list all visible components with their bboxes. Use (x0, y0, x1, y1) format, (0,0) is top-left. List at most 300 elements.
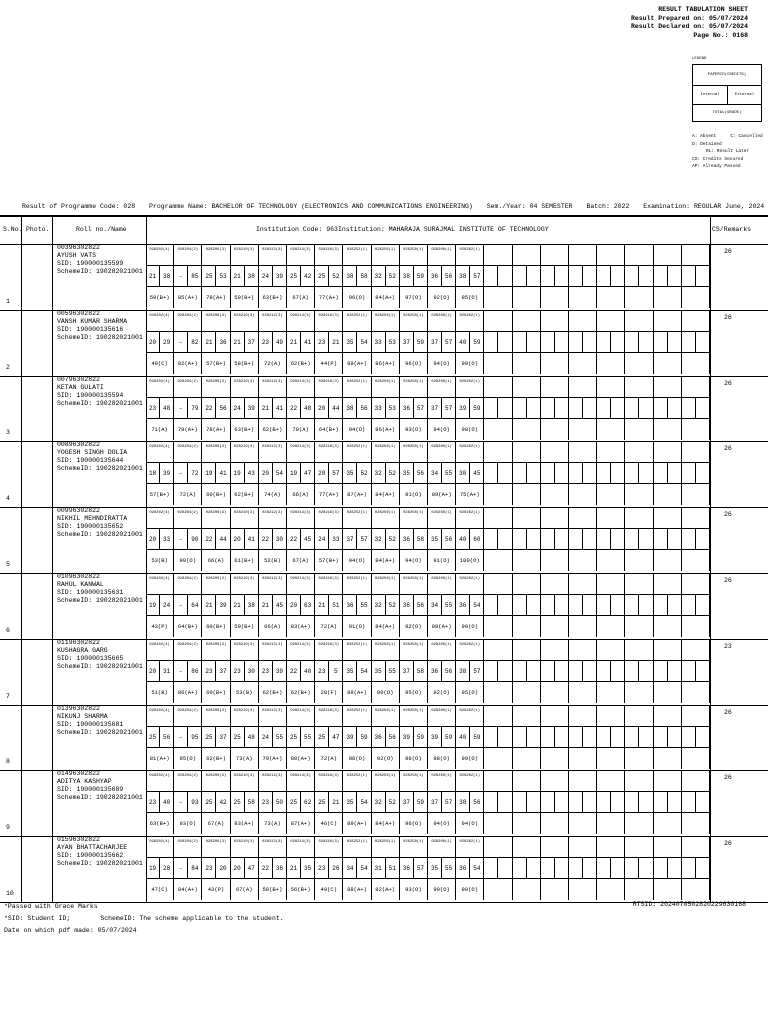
mark-cell (640, 529, 654, 550)
mark-cell: 25 (202, 792, 216, 813)
grade-cell: 90(O) (428, 879, 456, 900)
mark-cell: 62 (301, 792, 315, 813)
mark-cell (569, 266, 583, 287)
mark-cell (583, 332, 597, 353)
credits-secured: 26 (724, 577, 732, 584)
grade-cell: 67(A) (202, 813, 230, 834)
sheet-header (631, 6, 748, 40)
grade-cell: 74(A) (259, 484, 287, 505)
grade-cell (654, 879, 682, 900)
mark-cell: 32 (372, 266, 386, 287)
grade-cell (513, 682, 541, 703)
paper-code-cell: 028216(3) (315, 244, 343, 265)
mark-cell: 36 (400, 858, 414, 879)
paper-code-cell: 028206(3) (202, 376, 230, 397)
header-photo: Photo. (26, 226, 50, 233)
mark-cell: 72 (188, 463, 202, 484)
paper-code-cell: 028258(1) (400, 639, 428, 660)
paper-code-cell (625, 376, 653, 397)
mark-cell: 57 (442, 332, 456, 353)
mark-cell (611, 463, 625, 484)
paper-code-cell (513, 836, 541, 857)
mark-cell (513, 858, 527, 879)
paper-code-cell: 028256(1) (372, 836, 400, 857)
grade-cell (654, 287, 682, 308)
grade-cell (625, 748, 653, 769)
mark-cell: 58 (414, 529, 428, 550)
paper-code-cell (541, 770, 569, 791)
programme-name: Programme Name: BACHELOR OF TECHNOLOGY (ELECTRONICS AND COMMUNICATIONS ENGINEERING) (149, 203, 473, 210)
mark-cell: 20 (287, 595, 301, 616)
student-scheme: SchemeID: 190282021001 (57, 597, 143, 604)
grade-cell: 97(O) (400, 287, 428, 308)
serial-number: 5 (6, 560, 10, 568)
mark-cell: 35 (400, 463, 414, 484)
mark-cell: 48 (160, 398, 174, 419)
grade-cell: 77(A+) (315, 484, 343, 505)
mark-cell: 23 (315, 858, 329, 879)
paper-code-row (146, 310, 710, 331)
mark-cell: 21 (231, 595, 245, 616)
mark-cell: 21 (202, 332, 216, 353)
grade-cell (513, 484, 541, 505)
grade-cell: 57(B+) (315, 550, 343, 571)
credits-secured: 26 (724, 379, 732, 387)
mark-cell (583, 661, 597, 682)
grades-row (146, 878, 710, 900)
paper-code-cell (569, 573, 597, 594)
grade-cell: 28(F) (315, 682, 343, 703)
mark-cell: 20 (315, 398, 329, 419)
grade-cell: 61(B+) (231, 550, 259, 571)
mark-cell (597, 266, 611, 287)
mark-cell: 36 (400, 529, 414, 550)
mark-cell (654, 266, 668, 287)
grade-cell: 80(A+) (287, 748, 315, 769)
mark-cell: 38 (343, 398, 357, 419)
grade-cell: 66(A) (259, 616, 287, 637)
student-name: NIKUNJ SHARMA (57, 712, 108, 720)
mark-cell (611, 595, 625, 616)
mark-cell: 20 (259, 463, 273, 484)
grade-cell: 59(B+) (146, 287, 174, 308)
mark-cell (696, 266, 710, 287)
mark-cell: 20 (146, 661, 160, 682)
mark-cell (625, 398, 639, 419)
grade-cell: 51(B) (146, 682, 174, 703)
paper-code-row (146, 705, 710, 726)
mark-cell: 55 (273, 727, 287, 748)
grades-row (146, 286, 710, 308)
sid-note: *SID: Student ID; (4, 915, 71, 922)
credits-secured: 26 (724, 248, 732, 255)
student-sid: SID: 190000135644 (57, 457, 124, 465)
rtsid: RTSID: 2024070502820229630168 (632, 901, 746, 908)
paper-code-cell: 028206(3) (202, 507, 230, 528)
mark-cell: 20 (315, 463, 329, 484)
mark-cell: 38 (456, 661, 470, 682)
serial-number: 7 (6, 692, 10, 700)
mark-cell (555, 529, 569, 550)
mark-cell: 25 (315, 727, 329, 748)
sheet-title: RESULT TABULATION SHEET (658, 6, 748, 13)
student-roll: 01196302822 (57, 638, 100, 646)
mark-cell: 30 (456, 463, 470, 484)
mark-cell: 54 (358, 858, 372, 879)
footer (4, 901, 284, 937)
paper-code-cell (597, 310, 625, 331)
student-name: KETAN GULATI (57, 383, 104, 391)
paper-code-cell (484, 639, 512, 660)
mark-cell (625, 595, 639, 616)
mark-cell: 59 (414, 727, 428, 748)
mark-cell: 24 (160, 595, 174, 616)
credits-secured: 26 (724, 313, 732, 321)
paper-code-cell (484, 507, 512, 528)
grade-cell (597, 616, 625, 637)
grade-cell: 44(P) (315, 353, 343, 374)
grade-cell: 85(A+) (174, 287, 202, 308)
paper-code-row (146, 441, 710, 462)
mark-cell (668, 595, 682, 616)
paper-code-cell: 028206(3) (202, 705, 230, 726)
mark-cell (654, 332, 668, 353)
mark-cell: 24 (315, 529, 329, 550)
paper-code-cell (625, 836, 653, 857)
grade-cell (541, 813, 569, 834)
grade-cell: 62(B+) (287, 682, 315, 703)
student-sid: SID: 190000135662 (57, 852, 124, 860)
mark-cell (696, 398, 710, 419)
mark-cell: 38 (343, 266, 357, 287)
paper-code-row (146, 836, 710, 857)
credits-secured: 23 (724, 642, 732, 650)
mark-cell (484, 858, 498, 879)
grade-cell: 94(O) (343, 550, 371, 571)
grade-cell: 83(A+) (287, 616, 315, 637)
paper-code-cell: 028252(1) (343, 770, 371, 791)
mark-cell (625, 332, 639, 353)
grades-row (146, 418, 710, 440)
mark-cell: 37 (245, 332, 259, 353)
grade-cell (654, 550, 682, 571)
mark-cell: 37 (428, 398, 442, 419)
legend-title: LEGEND (692, 57, 707, 61)
grade-cell (597, 484, 625, 505)
paper-code-cell (541, 507, 569, 528)
mark-cell: 32 (372, 595, 386, 616)
mark-cell: 32 (372, 463, 386, 484)
grade-cell (682, 616, 710, 637)
paper-code-cell: 028252(1) (343, 310, 371, 331)
mark-cell: 42 (301, 266, 315, 287)
grade-cell (654, 419, 682, 440)
batch: Batch: 2022 (586, 203, 630, 210)
mark-cell (682, 792, 696, 813)
grade-cell: 79(A+) (174, 419, 202, 440)
mark-cell (484, 792, 498, 813)
table-header-row (0, 217, 768, 245)
mark-cell (625, 529, 639, 550)
grade-cell: 95(O) (456, 682, 484, 703)
mark-cell: 38 (245, 595, 259, 616)
mark-cell (696, 529, 710, 550)
mark-cell: 56 (358, 398, 372, 419)
paper-code-cell: 028202(4) (146, 441, 174, 462)
mark-cell: 55 (301, 727, 315, 748)
mark-cell: 23 (146, 398, 160, 419)
paper-code-cell (654, 705, 682, 726)
paper-code-cell (654, 376, 682, 397)
student-info (57, 441, 143, 473)
grade-cell (625, 550, 653, 571)
paper-code-cell: 028202(4) (146, 770, 174, 791)
grade-cell: 90(O) (174, 550, 202, 571)
mark-cell (513, 661, 527, 682)
student-sid: SID: 190000135652 (57, 523, 124, 531)
mark-cell: 52 (386, 792, 400, 813)
paper-code-cell: 028216(3) (315, 836, 343, 857)
mark-cell (513, 332, 527, 353)
mark-cell: 21 (315, 595, 329, 616)
paper-code-cell (682, 507, 710, 528)
mark-cell (682, 529, 696, 550)
result-table (0, 215, 768, 903)
mark-cell: 36 (428, 661, 442, 682)
grade-cell: 58(B+) (259, 879, 287, 900)
grade-cell: 72(A) (174, 484, 202, 505)
paper-code-cell (569, 244, 597, 265)
grade-cell: 59(B+) (231, 287, 259, 308)
mark-cell (696, 595, 710, 616)
mark-cell (668, 398, 682, 419)
mark-cell (555, 266, 569, 287)
mark-cell (555, 332, 569, 353)
paper-code-cell (484, 836, 512, 857)
header-sno: S.No. (3, 226, 23, 233)
paper-code-cell: 028260(1) (428, 639, 456, 660)
grade-cell: 58(B+) (231, 353, 259, 374)
paper-code-cell: 028262(1) (456, 705, 484, 726)
paper-code-cell (597, 244, 625, 265)
mark-cell: 33 (372, 332, 386, 353)
grade-cell (541, 748, 569, 769)
mark-cell: 20 (146, 529, 160, 550)
paper-code-cell: 028258(1) (400, 573, 428, 594)
mark-cell: 21 (146, 266, 160, 287)
header-institution-name: Institution: MAHARAJA SURAJMAL INSTITUTE OF TECHNOLOGY (338, 226, 549, 233)
mark-cell: 56 (442, 529, 456, 550)
mark-cell (541, 463, 555, 484)
mark-cell (527, 792, 541, 813)
programme-code: Result of Programme Code: 028 (22, 203, 136, 210)
grade-cell (569, 879, 597, 900)
paper-code-cell (513, 310, 541, 331)
marks-grid (146, 836, 710, 902)
mark-cell: 41 (217, 463, 231, 484)
grade-cell (597, 550, 625, 571)
mark-cell: 25 (287, 266, 301, 287)
grade-cell: 89(A+) (428, 616, 456, 637)
paper-code-cell: 028216(3) (315, 573, 343, 594)
mark-cell: 21 (202, 595, 216, 616)
student-sid: SID: 190000135616 (57, 325, 124, 333)
mark-cell (555, 727, 569, 748)
mark-cell: 33 (160, 529, 174, 550)
mark-cell: 47 (329, 727, 343, 748)
mark-cell: 52 (386, 595, 400, 616)
mark-cell: 54 (470, 858, 484, 879)
mark-cell (668, 266, 682, 287)
grade-cell (569, 287, 597, 308)
mark-cell (513, 792, 527, 813)
paper-code-cell: 028256(1) (372, 573, 400, 594)
paper-code-cell: 028258(1) (400, 441, 428, 462)
mark-cell (555, 595, 569, 616)
grade-cell: 64(B+) (315, 419, 343, 440)
grade-cell: 95(O) (400, 682, 428, 703)
paper-code-cell: 028252(1) (343, 573, 371, 594)
mark-cell: 33 (372, 398, 386, 419)
paper-code-cell: 028204(2) (174, 441, 202, 462)
student-name: RAHUL KANWAL (57, 581, 104, 588)
mark-cell (625, 727, 639, 748)
paper-code-cell (569, 705, 597, 726)
grade-cell: 62(B+) (202, 748, 230, 769)
mark-cell (583, 398, 597, 419)
mark-cell: 54 (358, 661, 372, 682)
student-sid: SID: 190000135631 (57, 589, 124, 596)
paper-code-cell (513, 705, 541, 726)
student-roll: 01496302822 (57, 770, 100, 778)
paper-code-cell: 028216(3) (315, 639, 343, 660)
mark-cell (668, 727, 682, 748)
mark-cell (640, 595, 654, 616)
paper-code-cell (654, 573, 682, 594)
grade-cell: 84(A+) (174, 879, 202, 900)
student-info (57, 310, 143, 342)
student-info (57, 376, 143, 408)
grade-cell (541, 287, 569, 308)
mark-cell (541, 529, 555, 550)
mark-cell (597, 529, 611, 550)
paper-code-cell: 028252(1) (343, 639, 371, 660)
mark-cell: 48 (245, 727, 259, 748)
mark-cell (583, 727, 597, 748)
mark-cell: - (174, 858, 188, 879)
paper-code-cell (597, 836, 625, 857)
grade-cell: 67(A) (287, 287, 315, 308)
paper-code-cell (682, 376, 710, 397)
mark-cell: 25 (202, 727, 216, 748)
grade-cell: 77(A+) (315, 287, 343, 308)
grade-cell (484, 484, 512, 505)
grade-cell (513, 748, 541, 769)
paper-code-cell: 028262(1) (456, 770, 484, 791)
paper-code-cell: 028204(2) (174, 836, 202, 857)
student-row (0, 705, 768, 772)
paper-code-cell: 028210(3) (231, 310, 259, 331)
paper-code-cell (682, 244, 710, 265)
mark-cell: 59 (470, 727, 484, 748)
mark-cell: 41 (301, 332, 315, 353)
paper-code-cell (569, 639, 597, 660)
paper-code-cell: 028216(3) (315, 705, 343, 726)
student-row (0, 310, 768, 377)
paper-code-cell (597, 441, 625, 462)
student-scheme: SchemeID: 190282021001 (57, 531, 143, 539)
mark-cell: 59 (414, 266, 428, 287)
grade-cell: 84(A+) (372, 550, 400, 571)
paper-code-cell: 028262(1) (456, 507, 484, 528)
mark-cell (484, 529, 498, 550)
paper-code-cell: 028214(3) (287, 244, 315, 265)
mark-cell (654, 398, 668, 419)
paper-code-cell: 028202(4) (146, 376, 174, 397)
grade-cell (513, 550, 541, 571)
mark-cell (668, 792, 682, 813)
grade-cell: 63(B+) (231, 419, 259, 440)
paper-code-cell (513, 573, 541, 594)
grade-cell: 94(O) (428, 813, 456, 834)
mark-cell: - (174, 661, 188, 682)
mark-cell: 21 (231, 332, 245, 353)
paper-code-cell: 028206(3) (202, 639, 230, 660)
mark-cell: 56 (160, 727, 174, 748)
paper-code-cell (625, 507, 653, 528)
student-sid: SID: 190000135681 (57, 720, 124, 728)
paper-code-cell (513, 770, 541, 791)
mark-cell (499, 266, 513, 287)
mark-cell: 59 (470, 398, 484, 419)
grade-cell: 92(O) (428, 682, 456, 703)
paper-code-cell: 028260(1) (428, 244, 456, 265)
grade-cell: 92(O) (428, 287, 456, 308)
mark-cell (583, 792, 597, 813)
mark-cell (682, 332, 696, 353)
mark-cell (499, 727, 513, 748)
page-number: Page No.: 0168 (693, 31, 748, 39)
student-sid: SID: 190000135665 (57, 654, 124, 662)
grade-cell (569, 813, 597, 834)
paper-code-cell: 028206(3) (202, 441, 230, 462)
grade-cell: 89(A+) (343, 813, 371, 834)
marks-grid (146, 376, 710, 442)
marks-row (146, 528, 710, 550)
mark-cell: 54 (273, 463, 287, 484)
legend-abbr: D: Detained (692, 141, 722, 147)
paper-code-cell: 028256(1) (372, 705, 400, 726)
mark-cell: 37 (428, 792, 442, 813)
paper-code-cell (484, 573, 512, 594)
grade-cell (513, 287, 541, 308)
mark-cell (527, 463, 541, 484)
paper-code-cell: 028204(2) (174, 639, 202, 660)
grade-cell: 70(A) (287, 419, 315, 440)
grade-cell (625, 353, 653, 374)
header-remarks: CS/Remarks (712, 226, 752, 233)
mark-cell (555, 661, 569, 682)
paper-code-cell (597, 705, 625, 726)
mark-cell (654, 463, 668, 484)
mark-cell: 36 (456, 595, 470, 616)
mark-cell: 52 (386, 266, 400, 287)
grade-cell (597, 287, 625, 308)
mark-cell: 25 (231, 727, 245, 748)
grade-cell (682, 484, 710, 505)
mark-cell (583, 858, 597, 879)
grade-cell (597, 682, 625, 703)
